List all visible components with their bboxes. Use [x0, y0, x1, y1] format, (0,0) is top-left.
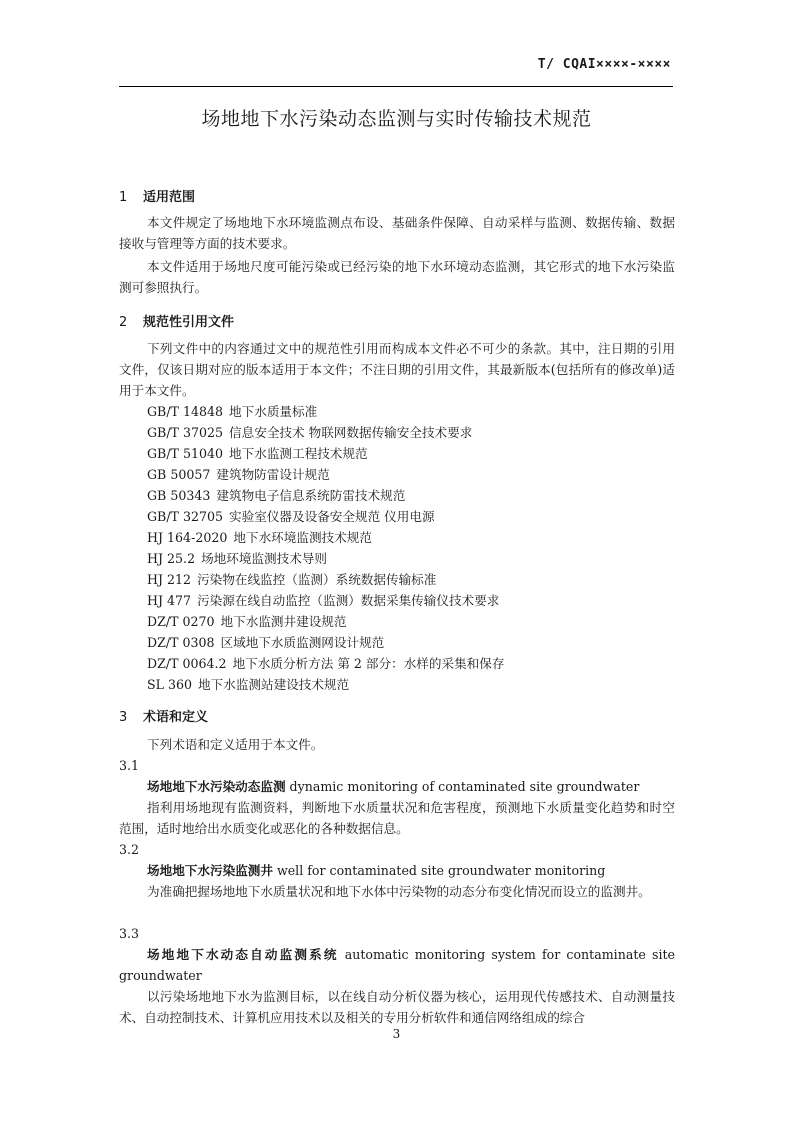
reference-item	[147, 653, 504, 674]
term-number: 3.3	[119, 926, 140, 941]
reference-item	[147, 548, 504, 569]
term-name-en: dynamic monitoring of contaminated site groundwater	[289, 779, 640, 794]
reference-code: HJ 25.2	[147, 551, 196, 566]
header-rule	[119, 86, 673, 87]
reference-code: GB 50057	[147, 467, 211, 482]
term-name-en: automatic monitoring system for contaminate site groundwater	[119, 947, 675, 983]
section-number: 3	[119, 710, 128, 725]
reference-code: GB 50343	[147, 488, 211, 503]
section-3-heading	[119, 706, 208, 725]
reference-code: GB/T 51040	[147, 446, 224, 461]
paragraph-scope-2: 本文件适用于场地尺度可能污染或已经污染的地下水环境动态监测，其它形式的地下水污染监测可参照执行。	[119, 259, 675, 295]
page-number: 3	[392, 1027, 401, 1041]
reference-title: 地下水监测站建设技术规范	[198, 677, 350, 692]
reference-title: 地下水环境监测技术规范	[233, 530, 372, 545]
paragraph-terms-intro: 下列术语和定义适用于本文件。	[147, 737, 324, 752]
reference-title: 地下水监测井建设规范	[220, 614, 347, 629]
paragraph-scope-1: 本文件规定了场地地下水环境监测点布设、基础条件保障、自动采样与监测、数据传输、数据接收与管理等方面的技术要求。	[119, 215, 675, 251]
term-number: 3.2	[119, 842, 140, 857]
reference-item	[147, 506, 504, 527]
reference-code: HJ 477	[147, 593, 192, 608]
reference-item	[147, 401, 504, 422]
section-title: 规范性引用文件	[143, 315, 235, 330]
reference-title: 信息安全技术 物联网数据传输安全技术要求	[229, 425, 473, 440]
reference-title: 污染物在线监控（监测）系统数据传输标准	[197, 572, 437, 587]
reference-item	[147, 590, 504, 611]
reference-code: DZ/T 0308	[147, 635, 215, 650]
standard-code: T/ CQAI××××-××××	[537, 57, 671, 72]
reference-code: GB/T 37025	[147, 425, 224, 440]
reference-item	[147, 569, 504, 590]
term-heading	[119, 860, 675, 881]
section-2-heading	[119, 311, 234, 330]
reference-code: SL 360	[147, 677, 193, 692]
reference-code: DZ/T 0064.2	[147, 656, 227, 671]
reference-title: 地下水质量标准	[229, 404, 318, 419]
reference-item	[147, 632, 504, 653]
term-name-en: well for contaminated site groundwater monitoring	[276, 863, 606, 878]
reference-title: 区域地下水质监测网设计规范	[220, 635, 385, 650]
section-title: 术语和定义	[143, 710, 209, 725]
section-number: 2	[119, 315, 128, 330]
reference-code: GB/T 14848	[147, 404, 224, 419]
reference-title: 污染源在线自动监控（监测）数据采集传输仪技术要求	[197, 593, 500, 608]
reference-code: HJ 164-2020	[147, 530, 228, 545]
reference-title: 场地环境监测技术导则	[201, 551, 328, 566]
reference-item	[147, 464, 504, 485]
reference-item	[147, 527, 504, 548]
reference-code: HJ 212	[147, 572, 192, 587]
reference-title: 建筑物电子信息系统防雷技术规范	[216, 488, 406, 503]
reference-item	[147, 674, 504, 695]
paragraph-references-intro: 下列文件中的内容通过文中的规范性引用而构成本文件必不可少的条款。其中，注日期的引用文件，仅该日期对应的版本适用于本文件；不注日期的引用文件，其最新版本(包括所有的修改单)适用于本文件。	[119, 341, 675, 398]
reference-title: 实验室仪器及设备安全规范 仪用电源	[229, 509, 435, 524]
reference-code: DZ/T 0270	[147, 614, 215, 629]
reference-list	[147, 401, 504, 695]
term-heading	[119, 944, 675, 986]
section-1-heading	[119, 186, 195, 205]
reference-title: 地下水质分析方法 第 2 部分：水样的采集和保存	[232, 656, 505, 671]
term-name-zh: 场地地下水污染动态监测	[147, 779, 286, 794]
term-name-zh: 场地地下水动态自动监测系统	[147, 947, 339, 962]
term-name-zh: 场地地下水污染监测井	[147, 863, 273, 878]
section-number: 1	[119, 190, 128, 205]
reference-item	[147, 611, 504, 632]
reference-item	[147, 443, 504, 464]
reference-item	[147, 422, 504, 443]
reference-title: 地下水监测工程技术规范	[229, 446, 368, 461]
reference-title: 建筑物防雷设计规范	[216, 467, 330, 482]
document-title: 场地地下水污染动态监测与实时传输技术规范	[201, 108, 592, 130]
reference-item	[147, 485, 504, 506]
section-title: 适用范围	[143, 190, 196, 205]
term-definition: 指利用场地现有监测资料，判断地下水质量状况和危害程度，预测地下水质量变化趋势和时空范围，适时地给出水质变化或恶化的各种数据信息。	[119, 800, 675, 836]
term-definition: 为准确把握场地地下水质量状况和地下水体中污染物的动态分布变化情况而设立的监测井。	[147, 884, 651, 899]
term-heading	[119, 776, 675, 797]
reference-code: GB/T 32705	[147, 509, 224, 524]
term-definition: 以污染场地地下水为监测目标，以在线自动分析仪器为核心，运用现代传感技术、自动测量技术、自动控制技术、计算机应用技术以及相关的专用分析软件和通信网络组成的综合	[119, 989, 675, 1025]
term-number: 3.1	[119, 758, 140, 773]
